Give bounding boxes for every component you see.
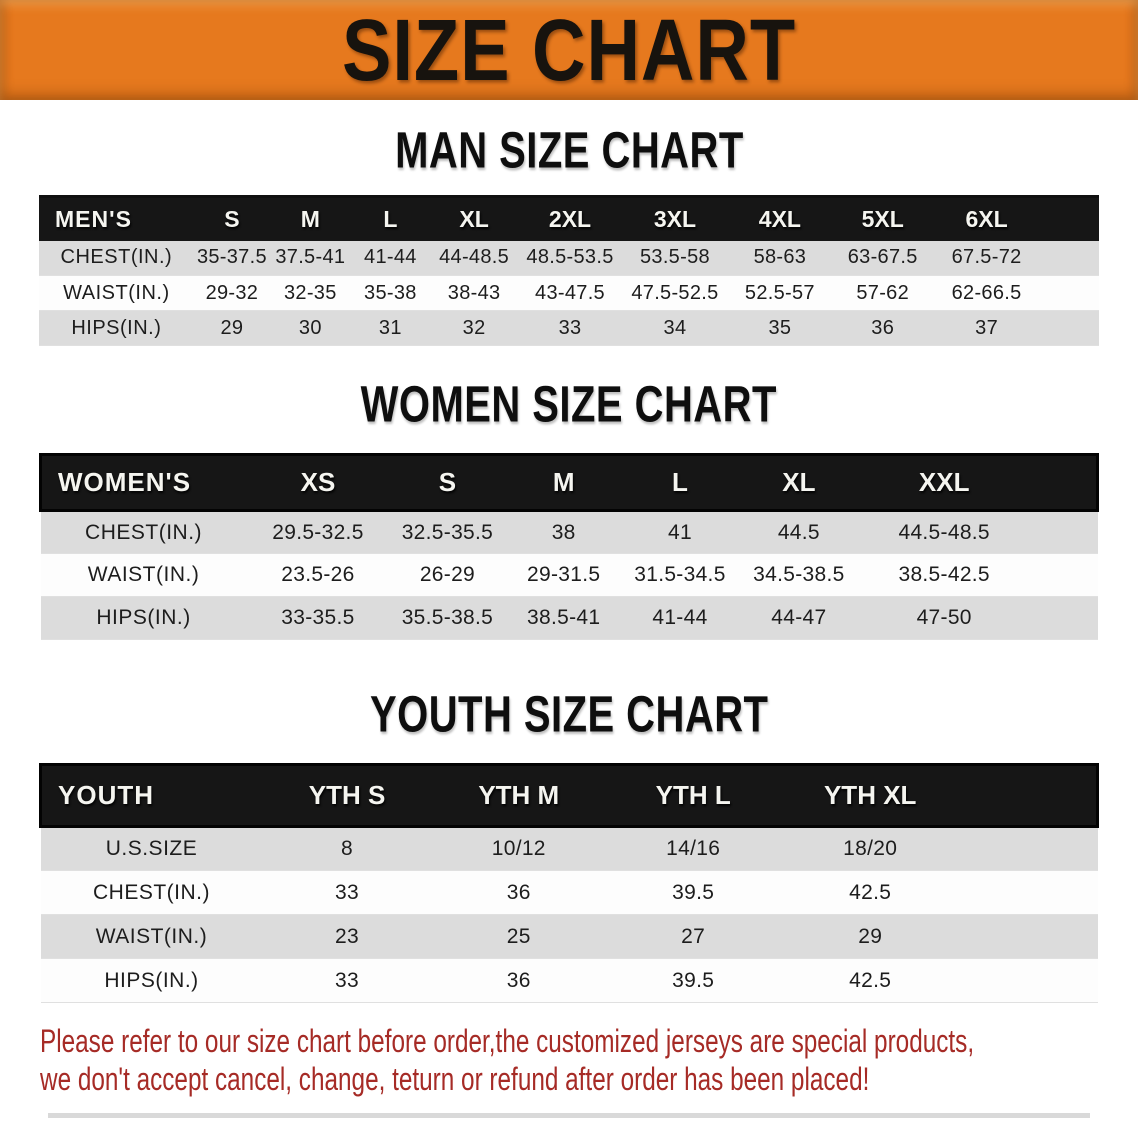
measurement-label: CHEST(IN.) <box>41 511 247 554</box>
measurement-value: 37 <box>934 311 1040 346</box>
measurement-value: 32 <box>430 311 518 346</box>
measurement-value: 48.5-53.5 <box>518 241 622 276</box>
size-column-header: M <box>270 197 351 241</box>
measurement-value: 35 <box>728 311 832 346</box>
measurement-value: 47-50 <box>860 597 1029 640</box>
measurement-value: 33 <box>262 959 431 1003</box>
measurement-value: 31 <box>351 311 431 346</box>
measurement-value: 42.5 <box>780 871 960 915</box>
measurement-value: 52.5-57 <box>728 276 832 311</box>
measurement-value: 44.5 <box>738 511 860 554</box>
size-column-header: L <box>351 197 431 241</box>
measurement-value: 39.5 <box>606 959 780 1003</box>
women-section-title <box>0 376 1138 434</box>
measurement-value: 29-31.5 <box>506 554 622 597</box>
measurement-value: 34.5-38.5 <box>738 554 860 597</box>
measurement-value: 44-48.5 <box>430 241 518 276</box>
women-size-table <box>39 453 1099 640</box>
size-column-header: XL <box>738 455 860 511</box>
size-column-header: YTH M <box>432 765 606 827</box>
spacer-cell <box>960 871 1097 915</box>
size-column-header: 2XL <box>518 197 622 241</box>
measurement-value: 44-47 <box>738 597 860 640</box>
measurement-row <box>39 311 1099 346</box>
measurement-row <box>41 959 1098 1003</box>
measurement-value: 30 <box>270 311 351 346</box>
measurement-value: 67.5-72 <box>934 241 1040 276</box>
measurement-value: 44.5-48.5 <box>860 511 1029 554</box>
table-header-row <box>39 197 1099 241</box>
youth-section-title <box>0 686 1138 744</box>
measurement-value: 31.5-34.5 <box>622 554 738 597</box>
banner-title: SIZE CHART <box>341 0 797 100</box>
measurement-label: HIPS(IN.) <box>41 959 263 1003</box>
measurement-value: 35-38 <box>351 276 431 311</box>
size-column-header: M <box>506 455 622 511</box>
measurement-row <box>41 554 1098 597</box>
table-corner-label: MEN'S <box>39 197 194 241</box>
youth-size-chart-heading: YOUTH SIZE CHART <box>369 686 769 744</box>
measurement-value: 29-32 <box>194 276 270 311</box>
measurement-value: 33 <box>262 871 431 915</box>
spacer-cell <box>1029 511 1098 554</box>
size-column-header: XXL <box>860 455 1029 511</box>
measurement-value: 33-35.5 <box>247 597 390 640</box>
women-size-chart-heading: WOMEN SIZE CHART <box>360 376 778 434</box>
measurement-value: 38-43 <box>430 276 518 311</box>
measurement-value: 29.5-32.5 <box>247 511 390 554</box>
measurement-value: 62-66.5 <box>934 276 1040 311</box>
spacer-cell <box>1040 241 1099 276</box>
disclaimer-line-1: Please refer to our size chart before order,the customized jerseys are special products, <box>40 1023 975 1059</box>
measurement-value: 39.5 <box>606 871 780 915</box>
measurement-label: WAIST(IN.) <box>41 554 247 597</box>
measurement-value: 25 <box>432 915 606 959</box>
spacer-cell <box>960 915 1097 959</box>
spacer-cell <box>1040 197 1099 241</box>
size-chart-banner <box>0 0 1138 100</box>
spacer-cell <box>1029 554 1098 597</box>
table-header-row <box>41 455 1098 511</box>
disclaimer-line-2: we don't accept cancel, change, teturn or refund after order has been placed! <box>40 1060 870 1097</box>
spacer-cell <box>960 765 1097 827</box>
size-column-header: 6XL <box>934 197 1040 241</box>
measurement-label: WAIST(IN.) <box>41 915 263 959</box>
measurement-row <box>41 827 1098 871</box>
measurement-label: HIPS(IN.) <box>41 597 247 640</box>
size-column-header: S <box>389 455 505 511</box>
size-column-header: 4XL <box>728 197 832 241</box>
measurement-value: 35-37.5 <box>194 241 270 276</box>
table-header-row <box>41 765 1098 827</box>
measurement-value: 32-35 <box>270 276 351 311</box>
spacer-cell <box>960 959 1097 1003</box>
measurement-value: 47.5-52.5 <box>622 276 728 311</box>
measurement-value: 18/20 <box>780 827 960 871</box>
measurement-value: 36 <box>432 871 606 915</box>
measurement-row <box>39 276 1099 311</box>
measurement-value: 14/16 <box>606 827 780 871</box>
measurement-value: 33 <box>518 311 622 346</box>
measurement-value: 27 <box>606 915 780 959</box>
measurement-value: 36 <box>432 959 606 1003</box>
measurement-label: WAIST(IN.) <box>39 276 194 311</box>
measurement-value: 42.5 <box>780 959 960 1003</box>
measurement-row <box>41 511 1098 554</box>
measurement-value: 41-44 <box>351 241 431 276</box>
man-size-chart-heading: MAN SIZE CHART <box>394 122 744 180</box>
table-corner-label: WOMEN'S <box>41 455 247 511</box>
measurement-label: HIPS(IN.) <box>39 311 194 346</box>
measurement-label: CHEST(IN.) <box>39 241 194 276</box>
spacer-cell <box>1029 597 1098 640</box>
man-section-title <box>0 122 1138 180</box>
table-corner-label: YOUTH <box>41 765 263 827</box>
size-column-header: 3XL <box>622 197 728 241</box>
measurement-value: 43-47.5 <box>518 276 622 311</box>
youth-size-table <box>39 763 1099 1003</box>
measurement-label: CHEST(IN.) <box>41 871 263 915</box>
spacer-cell <box>1040 276 1099 311</box>
measurement-row <box>41 871 1098 915</box>
measurement-value: 41-44 <box>622 597 738 640</box>
spacer-cell <box>960 827 1097 871</box>
measurement-value: 38.5-42.5 <box>860 554 1029 597</box>
measurement-value: 35.5-38.5 <box>389 597 505 640</box>
bottom-divider <box>48 1113 1090 1118</box>
size-column-header: 5XL <box>832 197 934 241</box>
measurement-value: 23 <box>262 915 431 959</box>
measurement-value: 32.5-35.5 <box>389 511 505 554</box>
measurement-value: 36 <box>832 311 934 346</box>
measurement-value: 29 <box>780 915 960 959</box>
measurement-value: 23.5-26 <box>247 554 390 597</box>
measurement-row <box>41 597 1098 640</box>
measurement-value: 26-29 <box>389 554 505 597</box>
spacer-cell <box>1040 311 1099 346</box>
measurement-value: 41 <box>622 511 738 554</box>
measurement-value: 58-63 <box>728 241 832 276</box>
measurement-value: 29 <box>194 311 270 346</box>
measurement-value: 53.5-58 <box>622 241 728 276</box>
spacer-cell <box>1029 455 1098 511</box>
measurement-label: U.S.SIZE <box>41 827 263 871</box>
size-column-header: YTH S <box>262 765 431 827</box>
measurement-value: 38.5-41 <box>506 597 622 640</box>
measurement-row <box>39 241 1099 276</box>
size-column-header: YTH XL <box>780 765 960 827</box>
size-column-header: YTH L <box>606 765 780 827</box>
size-column-header: XS <box>247 455 390 511</box>
size-column-header: XL <box>430 197 518 241</box>
size-column-header: L <box>622 455 738 511</box>
disclaimer-note <box>40 1023 1138 1099</box>
measurement-value: 10/12 <box>432 827 606 871</box>
measurement-value: 38 <box>506 511 622 554</box>
measurement-value: 63-67.5 <box>832 241 934 276</box>
measurement-value: 34 <box>622 311 728 346</box>
measurement-value: 37.5-41 <box>270 241 351 276</box>
measurement-value: 8 <box>262 827 431 871</box>
size-column-header: S <box>194 197 270 241</box>
measurement-row <box>41 915 1098 959</box>
man-size-table <box>39 195 1099 346</box>
measurement-value: 57-62 <box>832 276 934 311</box>
